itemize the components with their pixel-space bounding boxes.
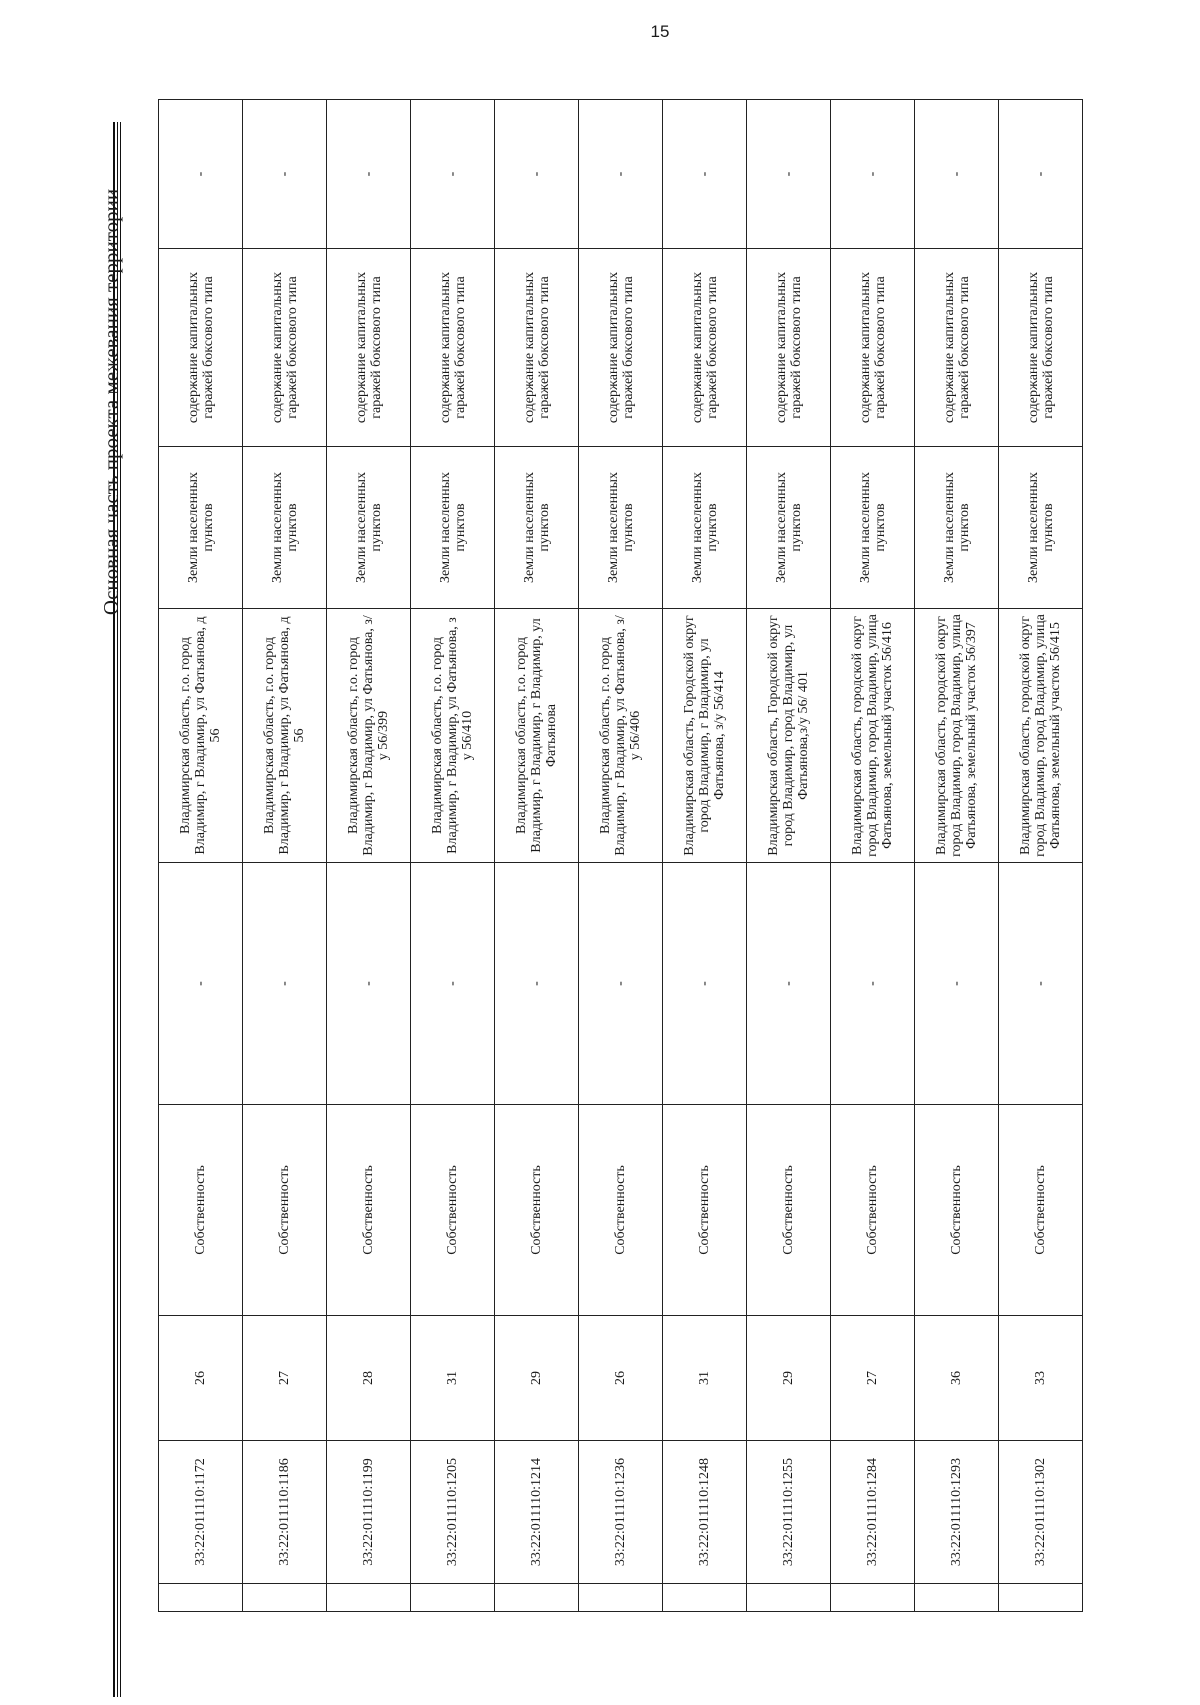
- index-cell: [411, 1584, 495, 1612]
- note-cell: -: [831, 100, 915, 249]
- address-cell: Владимирская область, г.о. город Владимир, г Владимир, ул Фатьянова, з/у 56/406: [579, 609, 663, 863]
- encumbrance-cell: -: [915, 863, 999, 1105]
- note-cell: -: [579, 100, 663, 249]
- permitted-use-cell: содержание капитальных гаражей боксового типа: [243, 249, 327, 447]
- index-cell: [243, 1584, 327, 1612]
- cadastral-number-cell: 33:22:011110:1199: [327, 1441, 411, 1584]
- cadastral-number-cell: 33:22:011110:1255: [747, 1441, 831, 1584]
- encumbrance-cell: -: [327, 863, 411, 1105]
- note-cell: -: [915, 100, 999, 249]
- land-category-cell: Земли населенных пунктов: [747, 447, 831, 609]
- index-cell: [579, 1584, 663, 1612]
- right-type-cell: Собственность: [579, 1105, 663, 1316]
- area-cell: 27: [831, 1316, 915, 1441]
- area-cell: 26: [579, 1316, 663, 1441]
- area-cell: 29: [495, 1316, 579, 1441]
- area-cell: 28: [327, 1316, 411, 1441]
- right-type-cell: Собственность: [495, 1105, 579, 1316]
- note-cell: -: [159, 100, 243, 249]
- right-type-cell: Собственность: [999, 1105, 1083, 1316]
- address-cell: Владимирская область, г.о. город Владимир, г Владимир, г Владимир, ул Фатьянова: [495, 609, 579, 863]
- cadastral-number-cell: 33:22:011110:1172: [159, 1441, 243, 1584]
- area-cell: 33: [999, 1316, 1083, 1441]
- area-cell: 31: [663, 1316, 747, 1441]
- cadastral-number-cell: 33:22:011110:1186: [243, 1441, 327, 1584]
- note-cell: -: [999, 100, 1083, 249]
- table-row: [579, 100, 663, 1612]
- land-category-cell: Земли населенных пунктов: [915, 447, 999, 609]
- index-cell: [495, 1584, 579, 1612]
- table-row: [243, 100, 327, 1612]
- permitted-use-cell: содержание капитальных гаражей боксового типа: [747, 249, 831, 447]
- table-row: [915, 100, 999, 1612]
- permitted-use-cell: содержание капитальных гаражей боксового типа: [495, 249, 579, 447]
- land-category-cell: Земли населенных пунктов: [999, 447, 1083, 609]
- note-cell: -: [663, 100, 747, 249]
- note-cell: -: [411, 100, 495, 249]
- index-cell: [747, 1584, 831, 1612]
- permitted-use-cell: содержание капитальных гаражей боксового типа: [999, 249, 1083, 447]
- area-cell: 31: [411, 1316, 495, 1441]
- encumbrance-cell: -: [663, 863, 747, 1105]
- area-cell: 36: [915, 1316, 999, 1441]
- address-cell: Владимирская область, г.о. город Владимир, г Владимир, ул Фатьянова, з/у 56/399: [327, 609, 411, 863]
- permitted-use-cell: содержание капитальных гаражей боксового типа: [831, 249, 915, 447]
- address-cell: Владимирская область, г.о. город Владимир, г Владимир, ул Фатьянова, д 56: [243, 609, 327, 863]
- cadastral-number-cell: 33:22:011110:1284: [831, 1441, 915, 1584]
- encumbrance-cell: -: [159, 863, 243, 1105]
- permitted-use-cell: содержание капитальных гаражей боксового типа: [579, 249, 663, 447]
- table-row: [495, 100, 579, 1612]
- area-cell: 26: [159, 1316, 243, 1441]
- table-row: [411, 100, 495, 1612]
- cadastral-number-cell: 33:22:011110:1302: [999, 1441, 1083, 1584]
- permitted-use-cell: содержание капитальных гаражей боксового типа: [159, 249, 243, 447]
- land-category-cell: Земли населенных пунктов: [159, 447, 243, 609]
- table-row: [159, 100, 243, 1612]
- permitted-use-cell: содержание капитальных гаражей боксового типа: [915, 249, 999, 447]
- right-type-cell: Собственность: [243, 1105, 327, 1316]
- address-cell: Владимирская область, г.о. город Владимир, г Владимир, ул Фатьянова, д 56: [159, 609, 243, 863]
- address-cell: Владимирская область, Городской округ город Владимир, город Владимир, ул Фатьянова,з/у 56/ 401: [747, 609, 831, 863]
- right-type-cell: Собственность: [663, 1105, 747, 1316]
- right-type-cell: Собственность: [327, 1105, 411, 1316]
- index-cell: [663, 1584, 747, 1612]
- cadastral-number-cell: 33:22:011110:1236: [579, 1441, 663, 1584]
- permitted-use-cell: содержание капитальных гаражей боксового типа: [327, 249, 411, 447]
- land-category-cell: Земли населенных пунктов: [831, 447, 915, 609]
- right-type-cell: Собственность: [411, 1105, 495, 1316]
- permitted-use-cell: содержание капитальных гаражей боксового типа: [663, 249, 747, 447]
- encumbrance-cell: -: [831, 863, 915, 1105]
- land-category-cell: Земли населенных пунктов: [495, 447, 579, 609]
- encumbrance-cell: -: [411, 863, 495, 1105]
- right-type-cell: Собственность: [915, 1105, 999, 1316]
- area-cell: 27: [243, 1316, 327, 1441]
- encumbrance-cell: -: [243, 863, 327, 1105]
- land-plots-table: [158, 99, 1083, 1612]
- page-title: Основная часть проекта межевания территории: [99, 188, 123, 616]
- note-cell: -: [747, 100, 831, 249]
- cadastral-number-cell: 33:22:011110:1214: [495, 1441, 579, 1584]
- encumbrance-cell: -: [579, 863, 663, 1105]
- right-type-cell: Собственность: [831, 1105, 915, 1316]
- index-cell: [327, 1584, 411, 1612]
- table-row: [327, 100, 411, 1612]
- encumbrance-cell: -: [999, 863, 1083, 1105]
- index-cell: [915, 1584, 999, 1612]
- address-cell: Владимирская область, городской округ город Владимир, город Владимир, улица Фатьянова, земельный участок 56/416: [831, 609, 915, 863]
- address-cell: Владимирская область, городской округ город Владимир, город Владимир, улица Фатьянова, земельный участок 56/397: [915, 609, 999, 863]
- note-cell: -: [495, 100, 579, 249]
- cadastral-number-cell: 33:22:011110:1248: [663, 1441, 747, 1584]
- index-cell: [831, 1584, 915, 1612]
- permitted-use-cell: содержание капитальных гаражей боксового типа: [411, 249, 495, 447]
- note-cell: -: [327, 100, 411, 249]
- encumbrance-cell: -: [495, 863, 579, 1105]
- table-row: [747, 100, 831, 1612]
- right-type-cell: Собственность: [747, 1105, 831, 1316]
- encumbrance-cell: -: [747, 863, 831, 1105]
- page-number: 15: [650, 22, 670, 41]
- land-category-cell: Земли населенных пунктов: [663, 447, 747, 609]
- table-row: [999, 100, 1083, 1612]
- area-cell: 29: [747, 1316, 831, 1441]
- rotated-table-container: [158, 99, 1083, 1612]
- land-category-cell: Земли населенных пунктов: [243, 447, 327, 609]
- land-category-cell: Земли населенных пунктов: [327, 447, 411, 609]
- cadastral-number-cell: 33:22:011110:1293: [915, 1441, 999, 1584]
- land-category-cell: Земли населенных пунктов: [579, 447, 663, 609]
- address-cell: Владимирская область, Городской округ город Владимир, г Владимир, ул Фатьянова, з/у 56/414: [663, 609, 747, 863]
- right-type-cell: Собственность: [159, 1105, 243, 1316]
- land-category-cell: Земли населенных пунктов: [411, 447, 495, 609]
- address-cell: Владимирская область, городской округ город Владимир, город Владимир, улица Фатьянова, земельный участок 56/415: [999, 609, 1083, 863]
- index-cell: [999, 1584, 1083, 1612]
- index-cell: [159, 1584, 243, 1612]
- note-cell: -: [243, 100, 327, 249]
- table-row: [831, 100, 915, 1612]
- address-cell: Владимирская область, г.о. город Владимир, г Владимир, ул Фатьянова, з у 56/410: [411, 609, 495, 863]
- cadastral-number-cell: 33:22:011110:1205: [411, 1441, 495, 1584]
- table-row: [663, 100, 747, 1612]
